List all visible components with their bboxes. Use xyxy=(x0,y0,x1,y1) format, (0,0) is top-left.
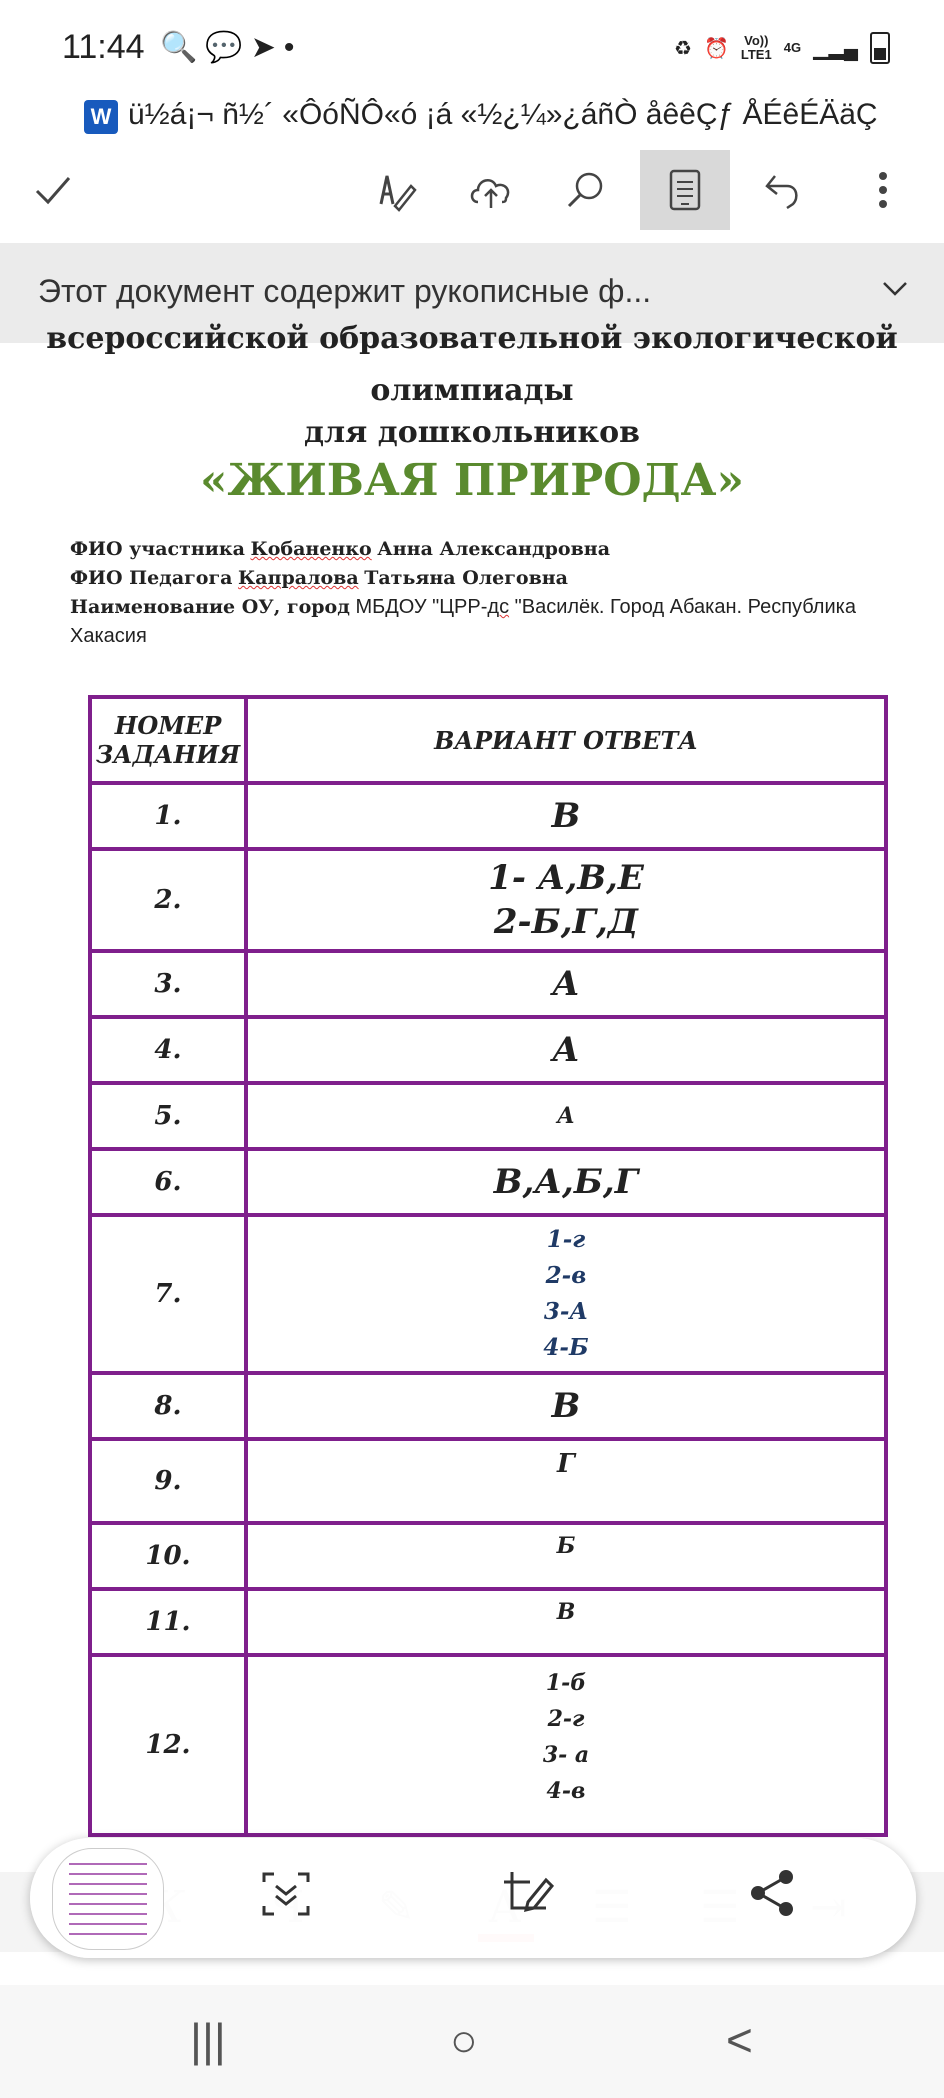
task-number: 9. xyxy=(90,1439,246,1523)
teacher-surname: Капралова xyxy=(237,567,359,589)
task-number: 7. xyxy=(90,1215,246,1373)
network-label: 4G xyxy=(783,40,802,55)
participant-name: Анна Александровна xyxy=(377,538,611,560)
table-row xyxy=(90,1589,886,1655)
check-icon xyxy=(31,168,75,212)
share-button[interactable] xyxy=(748,1868,796,1929)
share-icon xyxy=(748,1868,796,1918)
dot-icon: • xyxy=(283,31,303,64)
teacher-label: ФИО Педагога xyxy=(70,567,233,589)
answer-cell: 1- А,В,Е 2-Б,Г,Д xyxy=(246,849,886,951)
task-number: 1. xyxy=(90,783,246,849)
telegram-icon: ➤ xyxy=(250,31,284,64)
banner-text: Этот документ содержит рукописные ф... xyxy=(38,273,652,309)
header-task-number: НОМЕР ЗАДАНИЯ xyxy=(90,697,246,783)
status-time: 11:44 xyxy=(62,28,145,66)
scroll-capture-icon xyxy=(260,1868,312,1920)
screenshot-toolbar xyxy=(30,1838,916,1958)
undo-icon xyxy=(761,168,805,212)
answer-cell: 1-г 2-в 3-А 4-Б xyxy=(246,1215,886,1373)
answer-cell: Б xyxy=(246,1523,886,1589)
table-row xyxy=(90,1523,886,1589)
task-number: 5. xyxy=(90,1083,246,1149)
home-button[interactable]: ○ xyxy=(450,2014,478,2066)
scroll-capture-button[interactable] xyxy=(260,1868,312,1931)
answer-cell: 1-б 2-г 3- а 4-в xyxy=(246,1655,886,1835)
document-canvas[interactable] xyxy=(0,321,944,1843)
header-line-2: олимпиады xyxy=(370,373,574,408)
edit-screenshot-button[interactable] xyxy=(500,1868,556,1935)
org-label: Наименование ОУ, город xyxy=(70,596,350,618)
table-row xyxy=(90,1017,886,1083)
table-row xyxy=(90,1655,886,1835)
task-number: 11. xyxy=(90,1589,246,1655)
task-number: 2. xyxy=(90,849,246,951)
volte-label: Vo)) LTE1 xyxy=(740,33,772,62)
task-number: 6. xyxy=(90,1149,246,1215)
olympiad-title: «ЖИВАЯ ПРИРОДА» xyxy=(199,455,745,506)
document-title: ü½á¡¬ ñ½´ «ÔóÑÔ«ó ¡á «½¿¼»¿áñÒ åêêÇƒ ÅÉêÉÄäÇ xyxy=(128,98,878,131)
recents-button[interactable]: ||| xyxy=(190,2014,226,2066)
navigation-bar xyxy=(0,1985,944,2098)
answer-cell: А xyxy=(246,1083,886,1149)
task-number: 8. xyxy=(90,1373,246,1439)
org-dc: дс xyxy=(487,596,510,618)
toolbar xyxy=(0,140,944,240)
status-system-icons xyxy=(674,32,890,64)
header-line-3: для дошкольников xyxy=(304,415,640,450)
cloud-upload-icon xyxy=(466,168,516,212)
answer-cell: Г xyxy=(246,1439,886,1523)
more-icon xyxy=(877,168,889,212)
participant-info xyxy=(70,535,890,651)
table-row xyxy=(90,1373,886,1439)
participant-surname: Кобаненко xyxy=(250,538,372,560)
answer-cell: В,А,Б,Г xyxy=(246,1149,886,1215)
participant-line xyxy=(70,535,890,564)
upload-button[interactable] xyxy=(446,150,536,230)
table-row xyxy=(90,1083,886,1149)
participant-label: ФИО участника xyxy=(70,538,245,560)
title-bar xyxy=(0,90,944,140)
table-row xyxy=(90,1439,886,1523)
table-header-row xyxy=(90,697,886,783)
answer-cell: В xyxy=(246,783,886,849)
task-number: 4. xyxy=(90,1017,246,1083)
screenshot-thumbnail[interactable] xyxy=(52,1848,164,1950)
teacher-line xyxy=(70,564,890,593)
search-icon: 🔍 xyxy=(160,31,206,64)
mobile-view-icon xyxy=(668,168,702,212)
mobile-view-button[interactable] xyxy=(640,150,730,230)
task-number: 3. xyxy=(90,951,246,1017)
answer-cell: В xyxy=(246,1373,886,1439)
task-number: 10. xyxy=(90,1523,246,1589)
edit-crop-icon xyxy=(500,1868,556,1924)
header-answer-variant: ВАРИАНТ ОТВЕТА xyxy=(246,697,886,783)
word-app-icon: W xyxy=(84,100,118,134)
org-line xyxy=(70,593,890,651)
status-bar xyxy=(0,0,944,100)
recycle-icon: ♻ xyxy=(674,37,692,60)
task-number: 12. xyxy=(90,1655,246,1835)
chat-icon: 💬 xyxy=(205,31,251,64)
chevron-down-icon[interactable] xyxy=(880,273,910,312)
signal-icon: ▁▂▄ xyxy=(813,37,858,60)
answer-cell: В xyxy=(246,1589,886,1655)
answer-cell: А xyxy=(246,951,886,1017)
table-row xyxy=(90,951,886,1017)
table-row xyxy=(90,1149,886,1215)
table-row xyxy=(90,849,886,951)
answers-table xyxy=(88,695,888,1837)
undo-button[interactable] xyxy=(738,150,828,230)
search-icon xyxy=(563,168,607,212)
alarm-icon: ⏰ xyxy=(703,37,729,60)
back-button[interactable]: < xyxy=(726,2014,753,2066)
header-line-cut: всероссийской образовательной экологической xyxy=(46,321,898,356)
draw-pen-icon xyxy=(373,168,417,212)
search-button[interactable] xyxy=(540,150,630,230)
teacher-name: Татьяна Олеговна xyxy=(364,567,568,589)
table-row xyxy=(90,783,886,849)
status-notification-icons xyxy=(160,30,302,65)
org-part2: "Василёк. Город Абакан. Республика Хакасия xyxy=(70,596,856,647)
done-button[interactable] xyxy=(8,150,98,230)
table-row xyxy=(90,1215,886,1373)
more-options-button[interactable] xyxy=(838,150,928,230)
org-part1: МБДОУ "ЦРР- xyxy=(355,596,488,618)
battery-icon xyxy=(870,32,890,64)
draw-button[interactable] xyxy=(350,150,440,230)
answer-cell: А xyxy=(246,1017,886,1083)
